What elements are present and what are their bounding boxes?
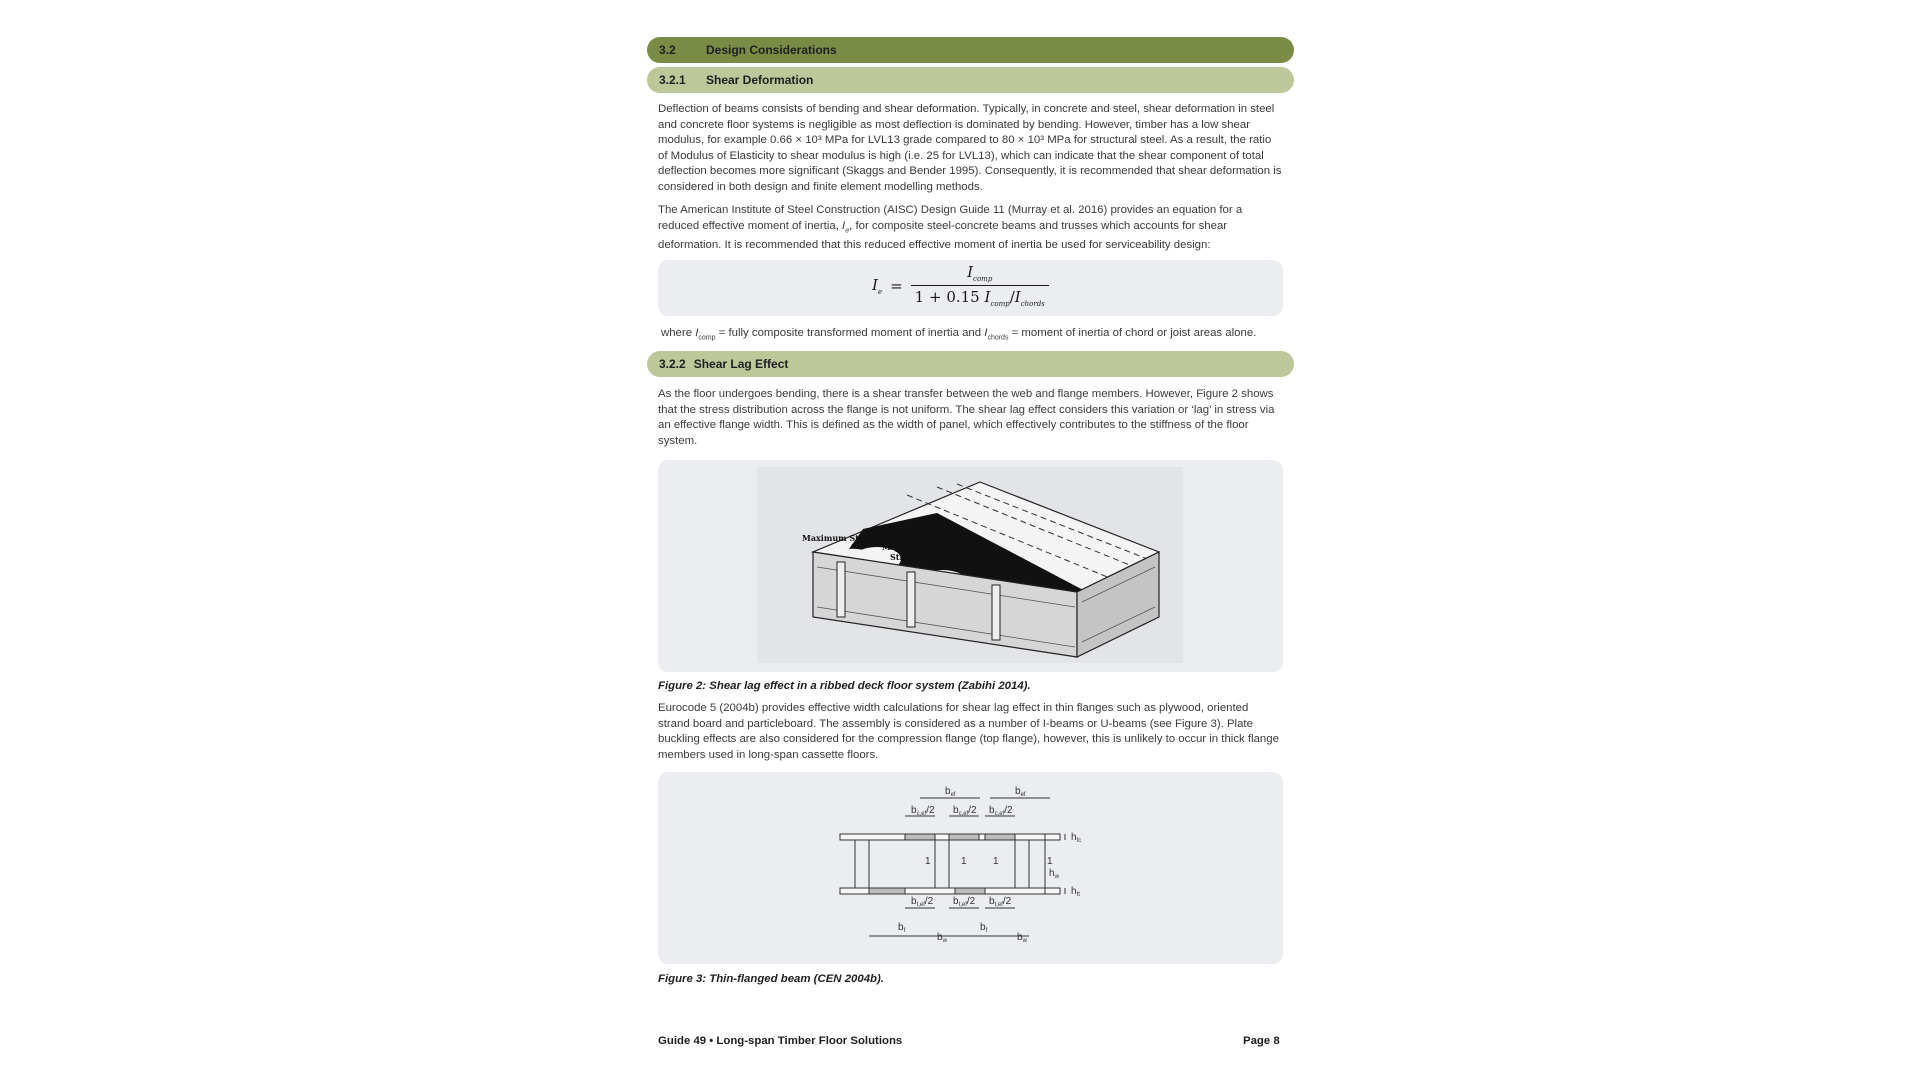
ef-zone-bottom-2	[955, 888, 985, 894]
paragraph-text: As the floor undergoes bending, there is a shear transfer between the web and flange members. However, Figure 2 shows that the stress distribution across the flange is not uniform. The shear lag effect considers this variation or ‘lag’ in stress via an effective flange width. This is defined as the width of panel, which effectively contributes to the stiffness of the floor system.	[658, 388, 1275, 447]
label-1-b: 1	[961, 856, 967, 867]
web-3	[1015, 840, 1029, 888]
label-bf-2: $b_f$	[980, 922, 988, 934]
label-bef-1: $b_{ef}$	[945, 786, 956, 798]
ef-zone-top-2	[949, 834, 979, 840]
ef-zone-top-1	[905, 834, 935, 840]
section-header-3-2	[647, 37, 1294, 63]
label-1-d: 1	[1047, 856, 1053, 867]
label-hft: $h_ft$	[1071, 886, 1080, 898]
rib-3	[992, 585, 1000, 640]
label-bf-1: $b_f$	[898, 922, 906, 934]
label-1-a: 1	[925, 856, 931, 867]
footer-page-number: Page 8	[1243, 1035, 1280, 1047]
paragraph-text: Eurocode 5 (2004b) provides effective width calculations for shear lag effect in thin flanges such as plywood, oriented strand board and particleboard. The assembly is considered as a number of I-beams or U-beams (see Figure 3). Plate buckling effects are also considered for the compression flange (top flange), however, this is unlikely to occur in thick flange members used in long-span cassette floors.	[658, 702, 1279, 761]
figure-2-ribbed-deck-illustration	[757, 467, 1183, 663]
paragraph-text: The American Institute of Steel Construction (AISC) Design Guide 11 (Murray et al. 2016) provides an equation for a reduced effective moment of inertia, $I_e$, for composite steel-concrete beams and trusses which accounts for shear deformation. It is recommended that this reduced effective moment of inertia be used for serviceability design:	[658, 204, 1243, 252]
section-number: 3.2	[659, 43, 676, 57]
paragraph-shear-lag	[658, 387, 1282, 449]
label-bw-2: $b_w$	[1017, 932, 1027, 944]
label-btef-1: $b_{t,ef}/2$	[911, 896, 934, 908]
paragraph-text: Deflection of beams consists of bending and shear deformation. Typically, in concrete and steel, shear deformation in steel and concrete floor systems is negligible as most deflection is dominated by bending. However, timber has a low shear modulus, for example 0.66 × 10³ MPa for LVL13 grade compared to 80 × 10³ MPa for structural steel. As a result, the ratio of Modulus of Elasticity to shear modulus is high (i.e. 25 for LVL13), which can indicate that the shear component of total deflection becomes more significant (Skaggs and Bender 1995). Consequently, it is recommended that shear deformation is considered in both design and finite element modelling methods.	[658, 103, 1282, 193]
section-number: 3.2.1	[659, 73, 686, 87]
section-title: Design Considerations	[706, 43, 837, 57]
web-2	[935, 840, 949, 888]
web-1	[855, 840, 869, 888]
ef-zone-top-3	[985, 834, 1015, 840]
label-btef-3: $b_{t,ef}/2$	[989, 896, 1012, 908]
section-header-3-2-1	[647, 67, 1294, 93]
label-bcef-2: $b_{c,ef}/2$	[953, 805, 977, 817]
section-header-3-2-2	[647, 351, 1294, 377]
rib-1	[837, 562, 845, 617]
figure-2-caption: Figure 2: Shear lag effect in a ribbed deck floor system (Zabihi 2014).	[658, 680, 1031, 692]
section-number: 3.2.2	[659, 357, 686, 371]
label-bcef-3: $b_{c,ef}/2$	[989, 805, 1013, 817]
label-hw: $h_w$	[1049, 868, 1059, 880]
paragraph-shear-deformation	[658, 102, 1282, 196]
figure-3-thin-flanged-beam-diagram	[835, 778, 1135, 958]
rib-2	[907, 572, 915, 627]
label-btef-2: $b_{t,ef}/2$	[953, 896, 976, 908]
footer-guide-title: Guide 49 • Long-span Timber Floor Solutions	[658, 1035, 903, 1047]
label-bw-1: $b_w$	[937, 932, 947, 944]
label-min-stress-1: Minimum	[882, 542, 926, 552]
formula-where-note: where $I_{comp}$ = fully composite transformed moment of inertia and $I_{chords}$ = moment of inertia of chord or joist areas alone.	[661, 327, 1257, 342]
paragraph-eurocode	[658, 701, 1282, 763]
ef-zone-bottom-1	[869, 888, 905, 894]
label-max-stress: Maximum Stress	[802, 533, 878, 543]
label-hfc: $h_fc$	[1071, 832, 1082, 844]
figure-3-caption: Figure 3: Thin-flanged beam (CEN 2004b).	[658, 973, 884, 985]
paragraph-aisc	[658, 203, 1282, 254]
section-title: Shear Lag Effect	[693, 357, 789, 371]
label-bcef-1: $b_{c,ef}/2$	[911, 805, 935, 817]
section-title: Shear Deformation	[706, 73, 814, 87]
label-bef-2: $b_{ef}$	[1015, 786, 1026, 798]
label-1-c: 1	[993, 856, 999, 867]
effective-inertia-formula: $I_e$ = $\frac{I_{comp}}{1 + 0.15 I_{comp}/I_{chords}}$	[872, 263, 1049, 308]
label-min-stress-2: Stress	[890, 552, 918, 562]
